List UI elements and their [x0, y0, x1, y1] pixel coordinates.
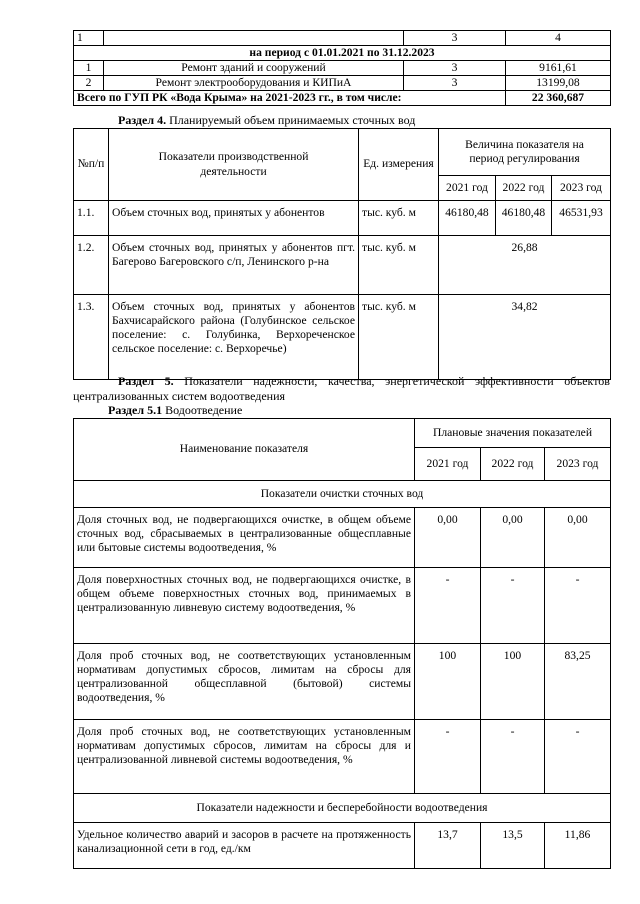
row-value-2022: 0,00: [481, 508, 545, 568]
header-plan: Плановые значения показателей: [415, 419, 611, 448]
section-label: Раздел 5.1: [108, 403, 163, 417]
header-unit: Ед. измерения: [359, 129, 439, 201]
row-number: 2: [74, 76, 104, 91]
row-col3: 3: [404, 76, 506, 91]
table-row: [74, 508, 611, 568]
row-number: 1.3.: [74, 295, 109, 380]
row-value: 9161,61: [506, 61, 611, 76]
table-row: [74, 295, 611, 380]
wastewater-indicators-table: [73, 418, 611, 869]
group-heading: Показатели надежности и бесперебойности водоотведения: [74, 794, 611, 823]
col-number: 1: [74, 31, 104, 46]
header-indicator: Показатели производственной деятельности: [109, 129, 359, 201]
table-row: [74, 236, 611, 295]
group-row: [74, 794, 611, 823]
row-name: Удельное количество аварий и засоров в расчете на протяженность канализационной сети в год, ед./км: [74, 823, 415, 869]
row-value-2023: 46531,93: [552, 201, 611, 236]
row-value-2021: -: [415, 720, 481, 794]
table-row: [74, 46, 611, 61]
row-value-period: 34,82: [439, 295, 611, 380]
row-value-2023: -: [545, 720, 611, 794]
row-unit: тыс. куб. м: [359, 236, 439, 295]
header-year: 2022 год: [481, 448, 545, 481]
row-value-2022: -: [481, 720, 545, 794]
section-title: Водоотведение: [162, 403, 243, 417]
row-value-2021: 46180,48: [439, 201, 496, 236]
row-value-2023: -: [545, 568, 611, 644]
table-row: [74, 61, 611, 76]
header-year: 2023 год: [552, 176, 611, 201]
header-value-group: Величина показателя на период регулирования: [439, 129, 611, 176]
row-unit: тыс. куб. м: [359, 201, 439, 236]
table-row: [74, 31, 611, 46]
row-value-2022: -: [481, 568, 545, 644]
row-name: Доля проб сточных вод, не соответствующих установленным нормативам допустимых сбросов, лимитам на сбросы для и централизованной ливневой системы водоотведения, %: [74, 720, 415, 794]
row-value-2022: 13,5: [481, 823, 545, 869]
col-number: [104, 31, 404, 46]
row-number: 1: [74, 61, 104, 76]
col-number: 3: [404, 31, 506, 46]
row-value-2023: 11,86: [545, 823, 611, 869]
header-indicator: Наименование показателя: [74, 419, 415, 481]
row-name: Объем сточных вод, принятых у абонентов: [109, 201, 359, 236]
row-number: 1.2.: [74, 236, 109, 295]
row-name: Доля сточных вод, не подвергающихся очистке, в общем объеме сточных вод, сбрасываемых в централизованные общесплавные или бытовые системы водоотведения, %: [74, 508, 415, 568]
section-label: Раздел 5.: [118, 374, 174, 388]
header-row: [74, 129, 611, 176]
table-row: [74, 823, 611, 869]
row-value-2021: 0,00: [415, 508, 481, 568]
section-5-1-heading: [73, 403, 640, 418]
table-row: [74, 91, 611, 106]
table-row: [74, 644, 611, 720]
period-heading: на период с 01.01.2021 по 31.12.2023: [74, 46, 611, 61]
header-year: 2023 год: [545, 448, 611, 481]
group-row: [74, 481, 611, 508]
section-title: Показатели надежности, качества, энергетической эффективности объектов централизованных систем водоотведения: [73, 374, 610, 403]
repair-table: [73, 30, 611, 106]
table-row: [74, 76, 611, 91]
row-value-2023: 83,25: [545, 644, 611, 720]
row-number: 1.1.: [74, 201, 109, 236]
row-value-2021: 13,7: [415, 823, 481, 869]
table-row: [74, 720, 611, 794]
row-value-2022: 100: [481, 644, 545, 720]
wastewater-volume-table: [73, 128, 611, 380]
row-name: Ремонт электрооборудования и КИПиА: [104, 76, 404, 91]
row-unit: тыс. куб. м: [359, 295, 439, 380]
col-number: 4: [506, 31, 611, 46]
row-name: Объем сточных вод, принятых у абонентов Бахчисарайского района (Голубинское сельское поселение: с. Голубинка, Верхореченское сельское поселение: с. Верхоречье): [109, 295, 359, 380]
row-value-2023: 0,00: [545, 508, 611, 568]
header-year: 2021 год: [439, 176, 496, 201]
row-value-2021: -: [415, 568, 481, 644]
total-label: Всего по ГУП РК «Вода Крыма» на 2021-2023 гг., в том числе:: [74, 91, 506, 106]
row-name: Ремонт зданий и сооружений: [104, 61, 404, 76]
row-name: Доля поверхностных сточных вод, не подвергающихся очистке, в общем объеме поверхностных сточных вод, принимаемых в централизованную ливневую систему водоотведения, %: [74, 568, 415, 644]
section-label: Раздел 4.: [118, 113, 167, 127]
header-year: 2021 год: [415, 448, 481, 481]
row-value: 13199,08: [506, 76, 611, 91]
section-title: Планируемый объем принимаемых сточных вод: [166, 113, 416, 127]
row-value-2022: 46180,48: [496, 201, 552, 236]
total-value: 22 360,687: [506, 91, 611, 106]
row-value-period: 26,88: [439, 236, 611, 295]
table-row: [74, 568, 611, 644]
header-row: [74, 419, 611, 448]
row-name: Объем сточных вод, принятых у абонентов пгт. Багерово Багеровского с/п, Ленинского р-на: [109, 236, 359, 295]
header-year: 2022 год: [496, 176, 552, 201]
table-row: [74, 201, 611, 236]
group-heading: Показатели очистки сточных вод: [74, 481, 611, 508]
header-num: №п/п: [74, 129, 109, 201]
section-4-heading: [73, 113, 640, 128]
row-name: Доля проб сточных вод, не соответствующих установленным нормативам допустимых сбросов, лимитам на сбросы для централизованной общесплавной (бытовой) системы водоотведения, %: [74, 644, 415, 720]
row-col3: 3: [404, 61, 506, 76]
section-5-heading: [73, 374, 610, 403]
row-value-2021: 100: [415, 644, 481, 720]
